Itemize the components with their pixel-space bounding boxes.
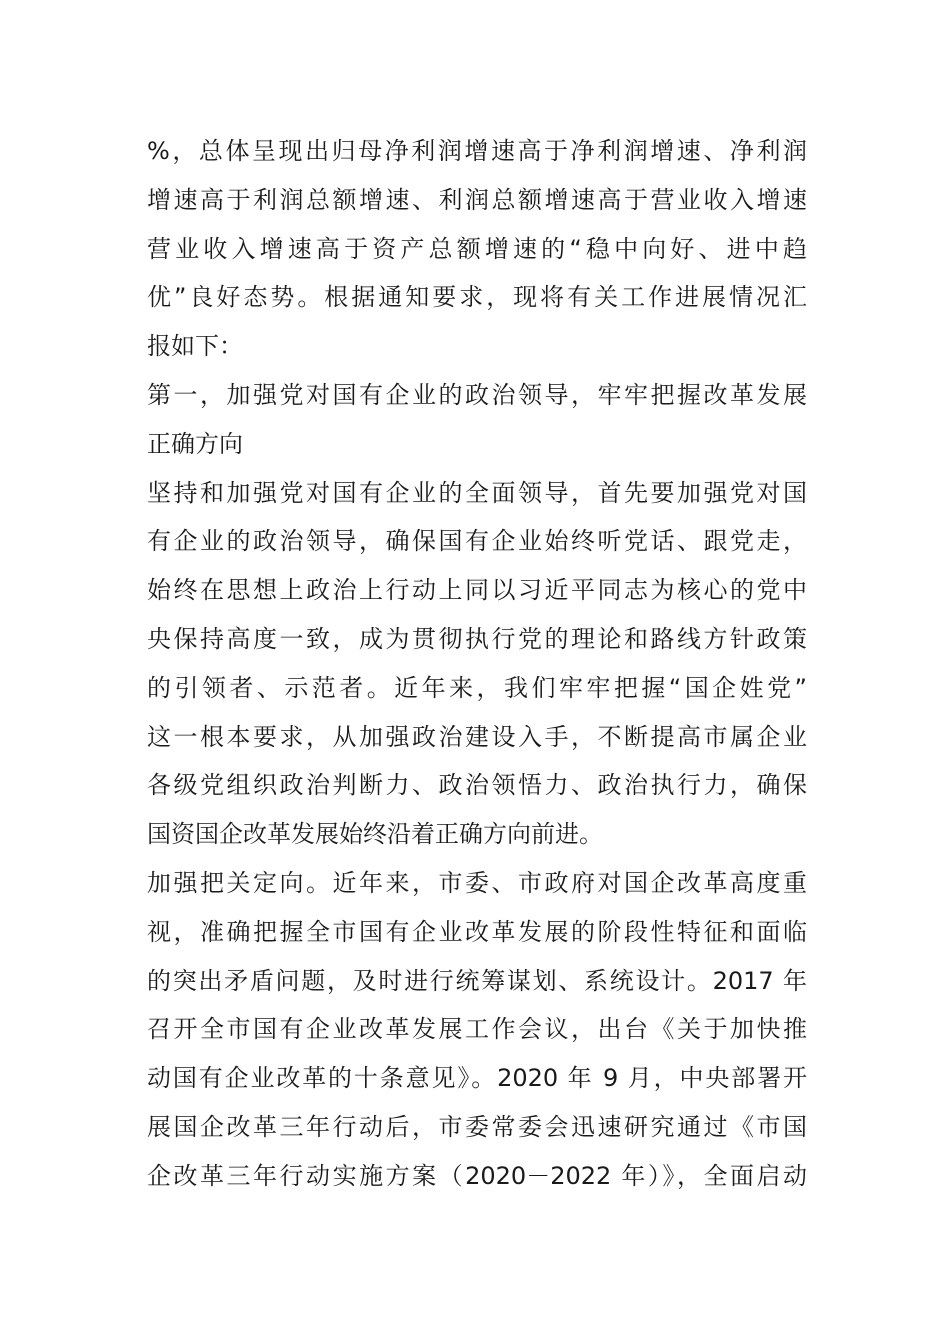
section-heading-1 (147, 371, 807, 469)
heading-line: 正确方向 (147, 429, 243, 458)
text-line: 优”良好态势。根据通知要求，现将有关工作进展情况汇 (147, 283, 807, 312)
text-line: 有企业的政治领导，确保国有企业始终听党话、跟党走， (147, 527, 807, 556)
document-body (147, 127, 807, 1201)
text-line: 加强把关定向。近年来，市委、市政府对国企改革高度重 (147, 868, 807, 897)
text-line: 各级党组织政治判断力、政治领悟力、政治执行力，确保 (147, 771, 807, 800)
text-line: 这一根本要求，从加强政治建设入手，不断提高市属企业 (147, 722, 807, 751)
text-line: 视，准确把握全市国有企业改革发展的阶段性特征和面临 (147, 917, 807, 946)
text-line: 央保持高度一致，成为贯彻执行党的理论和路线方针政策 (147, 624, 807, 653)
text-line: %，总体呈现出归母净利润增速高于净利润增速、净利润 (147, 137, 807, 165)
text-line: 动国有企业改革的十条意见》。2020 年 9 月，中央部署开 (147, 1064, 807, 1093)
text-line: 企改革三年行动实施方案（2020－2022 年）》，全面启动 (147, 1161, 807, 1190)
text-line: 国资国企改革发展始终沿着正确方向前进。 (147, 820, 603, 849)
heading-line: 第一，加强党对国有企业的政治领导，牢牢把握改革发展 (147, 380, 807, 409)
text-line: 报如下： (147, 332, 243, 361)
text-line: 营业收入增速高于资产总额增速的“稳中向好、进中趋 (147, 234, 807, 263)
text-line: 始终在思想上政治上行动上同以习近平同志为核心的党中 (147, 576, 807, 605)
body-paragraph-2 (147, 859, 807, 1201)
text-line: 坚持和加强党对国有企业的全面领导，首先要加强党对国 (147, 478, 807, 507)
intro-paragraph (147, 127, 807, 371)
text-line: 召开全市国有企业改革发展工作会议，出台《关于加快推 (147, 1015, 807, 1044)
text-line: 的突出矛盾问题，及时进行统筹谋划、系统设计。2017 年 (147, 966, 807, 995)
text-line: 增速高于利润总额增速、利润总额增速高于营业收入增速 (147, 185, 807, 214)
body-paragraph-1 (147, 469, 807, 859)
text-line: 的引领者、示范者。近年来，我们牢牢把握“国企姓党” (147, 673, 807, 702)
text-line: 展国企改革三年行动后，市委常委会迅速研究通过《市国 (147, 1112, 807, 1141)
